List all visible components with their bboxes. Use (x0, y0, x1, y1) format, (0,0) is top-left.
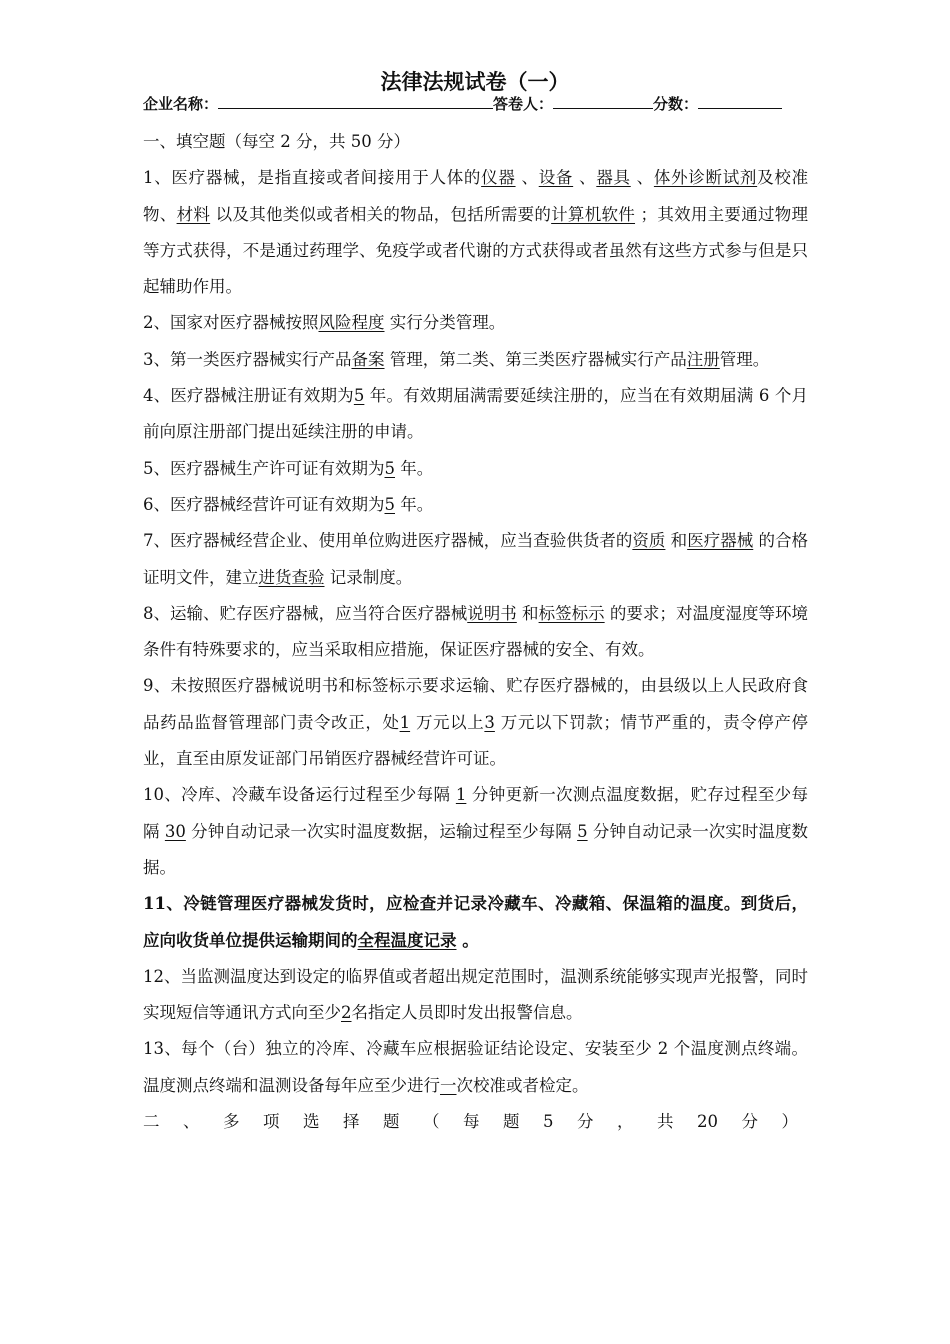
answer-blank: 仪器 (481, 168, 516, 188)
answer-blank: 5 (577, 821, 588, 841)
answer-blank: 1 (399, 712, 411, 732)
question-8: 8、运输、贮存医疗器械，应当符合医疗器械说明书 和标签标示 的要求；对温度湿度等环境条件有特殊要求的，应当采取相应措施，保证医疗器械的安全、有效。 (143, 603, 809, 660)
answer-blank: 5 (353, 386, 365, 406)
question-1: 1、医疗器械，是指直接或者间接用于人体的仪器 、设备 、器具 、体外诊断试剂及校准物、材料 以及其他类似或者相关的物品，包括所需要的计算机软件 ；其效用主要通过物理等方式获得，不是通过药理学、免疫学或者代谢的方式获得或者虽然有这些方式参与但是只起辅助作用。 (143, 168, 809, 297)
respondent-label: 答卷人： (493, 95, 554, 113)
answer-blank: 计算机软件 (551, 204, 636, 224)
question-2: 2、国家对医疗器械按照风险程度 实行分类管理。 (143, 313, 506, 333)
company-name-field[interactable] (218, 93, 493, 109)
exam-content (143, 124, 808, 1140)
question-13: 13、每个（台）独立的冷库、冷藏车应根据验证结论设定、安装至少 2 个温度测点终端。温度测点终端和温测设备每年应至少进行一次校准或者检定。 (143, 1039, 808, 1095)
answer-blank: 设备 (538, 168, 574, 188)
answer-blank: 2 (341, 1003, 352, 1023)
answer-blank: 医疗器械 (687, 531, 754, 551)
answer-blank: 30 (164, 821, 186, 841)
question-3: 3、第一类医疗器械实行产品备案 管理，第二类、第三类医疗器械实行产品注册管理。 (143, 349, 770, 369)
question-11: 11、冷链管理医疗器械发货时，应检查并记录冷藏车、冷藏箱、保温箱的温度。到货后，应向收货单位提供运输期间的全程温度记录 。 (143, 894, 808, 950)
company-label: 企业名称： (143, 95, 219, 113)
page-title: 法律法规试卷（一） (380, 70, 570, 94)
respondent-field[interactable] (553, 93, 653, 109)
section-2-heading: 二 、 多 项 选 择 题 （ 每 题 5 分 ， 共 20 分 ） (143, 1112, 798, 1132)
section-1-heading: 一、填空题（每空 2 分，共 50 分） (143, 132, 410, 151)
question-9: 9、未按照医疗器械说明书和标签标示要求运输、贮存医疗器械的，由县级以上人民政府食品药品监督管理部门责令改正，处1 万元以上3 万元以下罚款；情节严重的，责令停产停业，直至由原发证部门吊销医疗器械经营许可证。 (143, 676, 809, 769)
answer-blank: 5 (384, 458, 395, 478)
question-7: 7、医疗器械经营企业、使用单位购进医疗器械，应当查验供货者的资质 和医疗器械 的合格证明文件，建立进货查验 记录制度。 (143, 531, 809, 587)
question-10: 10、冷库、冷藏车设备运行过程至少每隔 1 分钟更新一次测点温度数据，贮存过程至少每隔 30 分钟自动记录一次实时温度数据，运输过程至少每隔 5 分钟自动记录一次实时温度数据。 (143, 785, 809, 877)
answer-blank: 资质 (632, 531, 666, 551)
question-6: 6、医疗器械经营许可证有效期为5 年。 (143, 494, 434, 514)
answer-blank: 说明书 (467, 603, 517, 623)
answer-blank: 注册 (686, 349, 720, 369)
answer-blank: 一 (440, 1075, 457, 1095)
answer-blank: 材料 (176, 204, 211, 224)
score-label: 分数： (653, 95, 699, 113)
answer-blank: 备案 (351, 349, 385, 369)
header-info (143, 93, 808, 114)
answer-blank: 3 (484, 712, 495, 732)
answer-blank: 5 (384, 494, 395, 514)
answer-blank: 全程温度记录 (357, 930, 457, 950)
question-5: 5、医疗器械生产许可证有效期为5 年。 (143, 458, 434, 478)
answer-blank: 风险程度 (318, 313, 385, 333)
answer-blank: 进货查验 (258, 567, 325, 587)
answer-blank: 体外诊断试剂 (653, 168, 758, 188)
answer-blank: 器具 (596, 168, 631, 188)
answer-blank: 1 (455, 785, 467, 805)
score-field[interactable] (698, 93, 782, 109)
question-12: 12、当监测温度达到设定的临界值或者超出规定范围时，温测系统能够实现声光报警，同时实现短信等通讯方式向至少2名指定人员即时发出报警信息。 (143, 966, 808, 1023)
answer-blank: 标签标示 (538, 603, 605, 623)
question-4: 4、医疗器械注册证有效期为5 年。有效期届满需要延续注册的，应当在有效期届满 6 个月前向原注册部门提出延续注册的申请。 (143, 386, 808, 442)
